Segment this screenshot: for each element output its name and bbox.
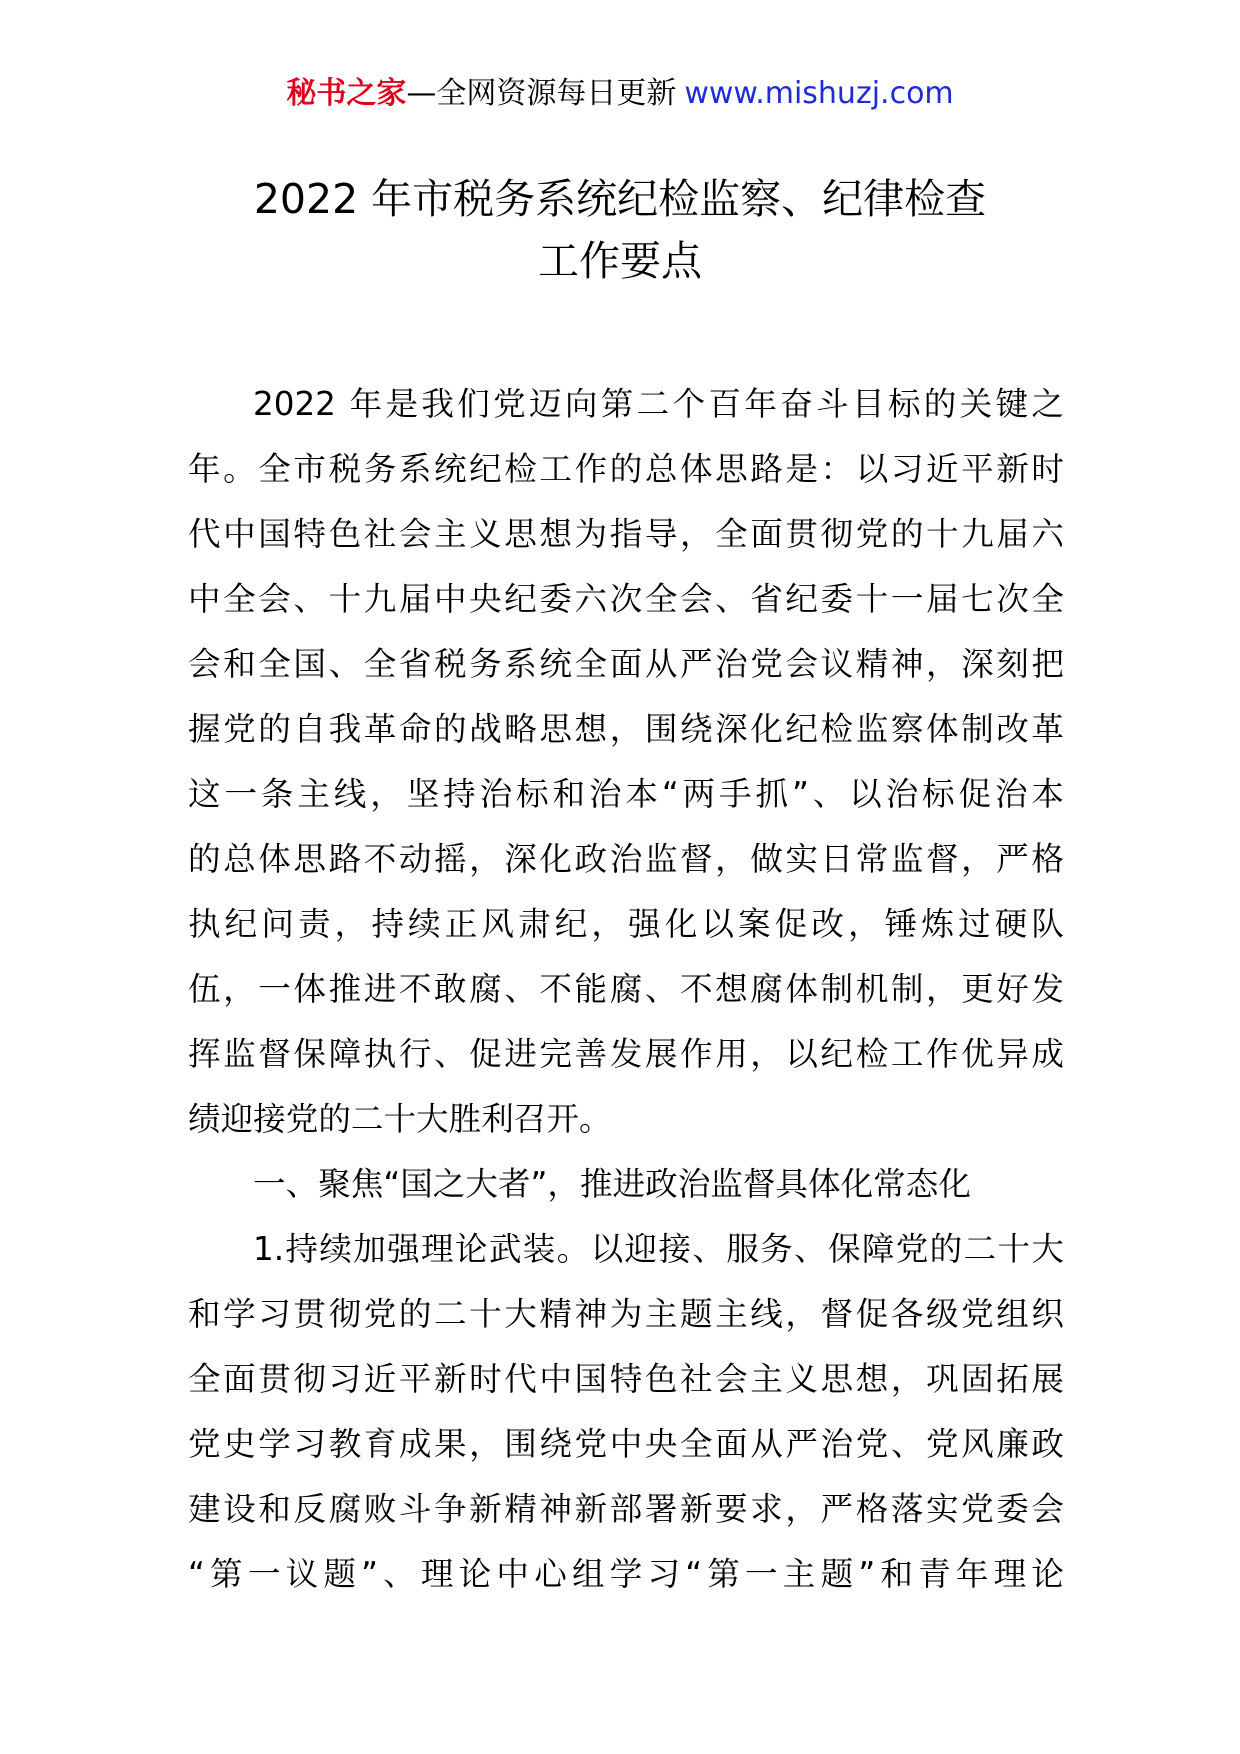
body-line: 年。全市税务系统纪检工作的总体思路是：以习近平新时 xyxy=(188,450,1064,488)
body-line: 挥监督保障执行、促进完善发展作用，以纪检工作优异成 xyxy=(188,1035,1064,1073)
body-line: 1.持续加强理论武装。以迎接、服务、保障党的二十大 xyxy=(253,1230,1064,1268)
body-line: 2022 年是我们党迈向第二个百年奋斗目标的关键之 xyxy=(253,385,1064,423)
body-line: 代中国特色社会主义思想为指导，全面贯彻党的十九届六 xyxy=(188,515,1064,553)
site-brand: 秘书之家 xyxy=(286,76,407,111)
document-body xyxy=(188,372,1064,1607)
body-line: 会和全国、全省税务系统全面从严治党会议精神，深刻把 xyxy=(188,645,1064,683)
body-line: 伍，一体推进不敢腐、不能腐、不想腐体制机制，更好发 xyxy=(188,970,1064,1008)
title-line-2: 工作要点 xyxy=(538,237,702,285)
body-line: 中全会、十九届中央纪委六次全会、省纪委十一届七次全 xyxy=(188,580,1064,618)
body-line: 全面贯彻习近平新时代中国特色社会主义思想，巩固拓展 xyxy=(188,1360,1064,1398)
site-header xyxy=(0,74,1240,114)
site-slogan: —全网资源每日更新 xyxy=(406,76,677,111)
section-heading: 一、聚焦“国之大者”，推进政治监督具体化常态化 xyxy=(253,1165,971,1203)
body-line: 握党的自我革命的战略思想，围绕深化纪检监察体制改革 xyxy=(188,710,1064,748)
body-line: 的总体思路不动摇，深化政治监督，做实日常监督，严格 xyxy=(188,840,1064,878)
title-line-1: 2022 年市税务系统纪检监察、纪律检查 xyxy=(253,175,987,223)
document-title xyxy=(0,168,1240,292)
body-line: 执纪问责，持续正风肃纪，强化以案促改，锤炼过硬队 xyxy=(188,905,1064,943)
body-line: “第一议题”、理论中心组学习“第一主题”和青年理论 xyxy=(188,1555,1064,1593)
body-line: 党史学习教育成果，围绕党中央全面从严治党、党风廉政 xyxy=(188,1425,1064,1463)
body-line: 建设和反腐败斗争新精神新部署新要求，严格落实党委会 xyxy=(188,1490,1064,1528)
body-line: 绩迎接党的二十大胜利召开。 xyxy=(188,1100,612,1138)
site-url-link[interactable]: www.mishuzj.com xyxy=(684,76,954,111)
body-line: 这一条主线，坚持治标和治本“两手抓”、以治标促治本 xyxy=(188,775,1064,813)
body-line: 和学习贯彻党的二十大精神为主题主线，督促各级党组织 xyxy=(188,1295,1064,1333)
